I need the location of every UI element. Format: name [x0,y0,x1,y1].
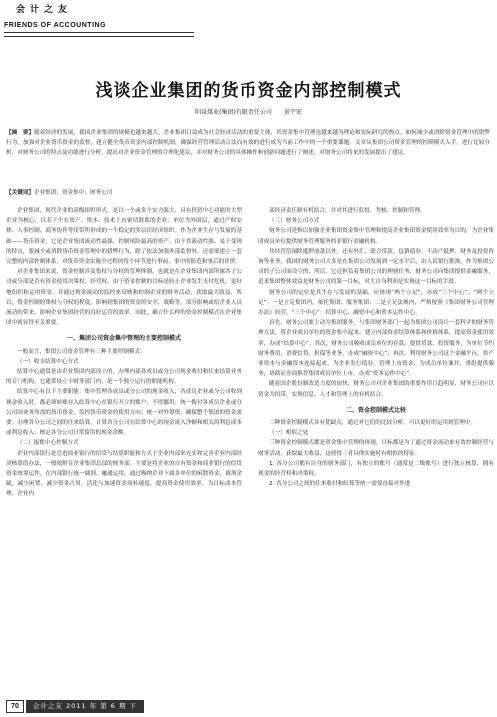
keywords-text: 企业集团；资金集中；财务公司 [33,190,113,196]
abstract-text: 随着经济的发展，我国企业集团的规模也越来越大，企业集团日益成为社会经济活动的重要主体，其资金集中管理也越来越为理论和实际研究的热点。如何减少或消除资金管理中的错弊行为，加强对企业货币资金的监督，建立健全货币资金内部控制机制，确保经营管理活动合法而有效的进行成为当前工作中的一个重要课题。文章从集团公司资金管理的控制模式入手，进行比较分析，对财务公司的特点及功能进行分析，提出对企业资金管理的合理化建议，并对财务公司的具体操作和创新问题进行了阐述，对财务公司将来的发展提出了建议。 [6,130,490,156]
keywords [6,188,490,198]
article-byline: 阳泉煤业(集团)有限责任公司 景宇宏 [195,109,302,116]
paragraph: 结算中心通常是由企业集团内部设立的，办理内部各成员或分公司现金收付和往来结算业务的专门机构。它通常设立于财务部门内，是一个独立运行的职能机构。 [6,369,242,386]
section-heading: （一）相似之处 [269,430,309,437]
keywords-label: 【关键词】 [6,190,34,196]
paragraph: 三种资金控制模式各有优缺点，通过对它们的比较分析，可以更好的运用到管理中。 [269,420,476,427]
left-column [6,206,242,500]
paragraph: 企业集团，现代企业的高级组织形式，是以一个或多个实力强大、具有投资中心功能的大型企业为核心，以若干个在资产、资本、技术上有密切联系的企业、单位为外围层，通过产权安排、人事控制、商务协作等纽带所形成的一个稳定的多层次经济组织。作为企业生存与发展的基础——货币资金，它是企业集团流动性最强、控制风险最高的资产。由于其流动性强、易于变现的特点，要减少或消除货币资金管理中的错弊行为，除了依法加强外部监督外，还需要建立一套完整的内部控制体系，对货币资金实施全过程的每个环节进行事前、事中的防范和事后的评价。 [6,208,242,266]
article-title: 浅谈企业集团的货币资金内部控制模式 [95,81,402,101]
paragraph: 一般而言，集团公司资金管理有三种主要控制模式： [17,348,146,355]
footer-issue: 会计之友 2011 年 第 6 期 下 [26,700,144,713]
right-column [258,206,494,489]
paragraph: 三种资金控制模式都是资金集中管理的体现，目标都是为了通过资金流动来有效控制经营与财务活动，获取最大收益，这使得三者具体实施时有相似的特征： [258,440,494,457]
abstract [6,128,490,158]
header-rule [4,32,194,37]
section-heading: 二、资金控制模式比较 [345,406,406,414]
page-number: 70 [6,700,24,713]
paragraph: 财务公司的定位是其生存与发展的基础，应体现“两个立足”，办成“三个中心”。“两个立足”：一是立足集团内，依托集团、服务集团；二是立足法规内，严格按照《集团财务公司管理办法》经营。“三个中心”：结算中心、融资中心和资本运作中心。 [258,289,494,317]
paragraph: 随着国企股份制改造力度的加快，财务公司对企业集团的重要作用日趋明显，财务公司应以资金为纽带，实现信息、人才和管理上的有机结合。 [258,381,494,398]
paragraph: 1. 各分公司都有自身的财务部门，有独立的账号（通常是二级账号）进行独立核算，拥有现金的经营权和决策权。 [258,460,494,478]
paragraph: 对企业集团来说，资金控制涉及集权与分权的管理体制，也就是在企业集团内部所属各子公司或分部是否有资金使用决策权、经营权。由于资金控制的目标是防止企业发生支付危机，更好地组织和运用资金，并通过现金流动的监控来反映和控制企业的财务活动，获取最大收益，所以，资金控制的集权与分权的程度，影响到集团的资金的安全、战略等，部分影响或给企业人员流动的带来，影响企业集团经营的良好运营的效率。因此，确立什么样的资金控制模式在企业集团中就显得至关重要。 [6,269,242,327]
paragraph: 2. 各分公司之间的往来收付和结算等统一需要直接对外进 [269,481,411,488]
page-footer [6,700,490,712]
paragraph: 企业内部银行是引进商业银行的信贷与结算职能和方式于企业内部来充实和完善企业内部经济核算的办法，一般依附在企业集团总部的财务部。主要是将企业的自有资金和商业银行的信贷资金统筹运作，在内部银行统一调剂、融通运用，通过吸纳企业下属各单位的闲散资金，调剂余缺，减少闲置，减少资金占用，活化与加速资金周转速度，提高资金使用效率，为目标成本管理、企业内 [6,450,242,498]
paragraph: 财务公司是指以加强企业集团资金集中管理和提高企业集团资金使用效率为目的，为企业集团成员单位提供财务管理服务的非银行金融机构。 [258,228,494,245]
journal-header [0,0,497,38]
abstract-label: 【摘 要】 [6,130,35,136]
paragraph: 部经济责任制有机结合，并对其进行监督、考核、控制和管理。 [269,208,426,214]
section-heading: （一）收支结算中心方式 [17,358,79,365]
paragraph: 首先，财务公司要主动为集团服务，与集团财务部门一起为集团公司设计一套科学的财务管理方法，将企业成员单位的资金集中起来，建立内部资金结算体系和价格体系，提高资金使用效率，办成“结算中心”；其次，财务公司吸收成员单位的存款，提供贷款、投资服务，为单位节约财务费用，消费信贷、担保等业务，办成“融资中心”；再次，利用财务公司这个金融平台，将产业资本与金融资本连接起来，为企业发行债券，管理上市资金，为成员单位兼并、重组提供服务，协助证券商推荐集团成员单位上市，办成“资本运作中心”。 [258,320,494,378]
journal-name-en: FRIENDS OF ACCOUNTING [4,22,107,29]
section-heading: （二）报账中心控制方式 [17,440,79,447]
paragraph: 其经营范围除抵押放款以外，还有外汇、联合贷款、包销债券、不动产抵押、财务及投资咨询等业务。我国的财务公司大多是在集团公司发展到一定水平后，由人民银行批准，作为集团公司的子公司而设立的，所以，它还担负着集团公司的理财任务，财务公司向集团提供金融服务，追求集团整体效益是财务公司的第一目标，对大自身利润是实现这一目标的手段。 [258,248,494,286]
paragraph: 结算中心有以下主要职能：集中管理各成员或分公司的现金收入，各成员企业或分公司收到现金收入时，都必须转账存入结算中心在银行开立的账户，不得挪用；统一拨付各成员企业或分公司因业务所需的货币资金，监控货币资金的使用方向；统一对外筹资，确保整个集团的资金需要；办理各分公司之间的往来结算，计算各分公司在结算中心的现金流入净额和相关的利息成本或利息收入；核定各分公司日常留用的现金余额。 [6,389,242,437]
section-heading: （三）财务公司方式 [269,218,320,225]
section-heading: 一、集团公司资金集中管理的主要控制模式 [66,335,181,343]
journal-name-cn: 会计之友 [16,5,73,15]
